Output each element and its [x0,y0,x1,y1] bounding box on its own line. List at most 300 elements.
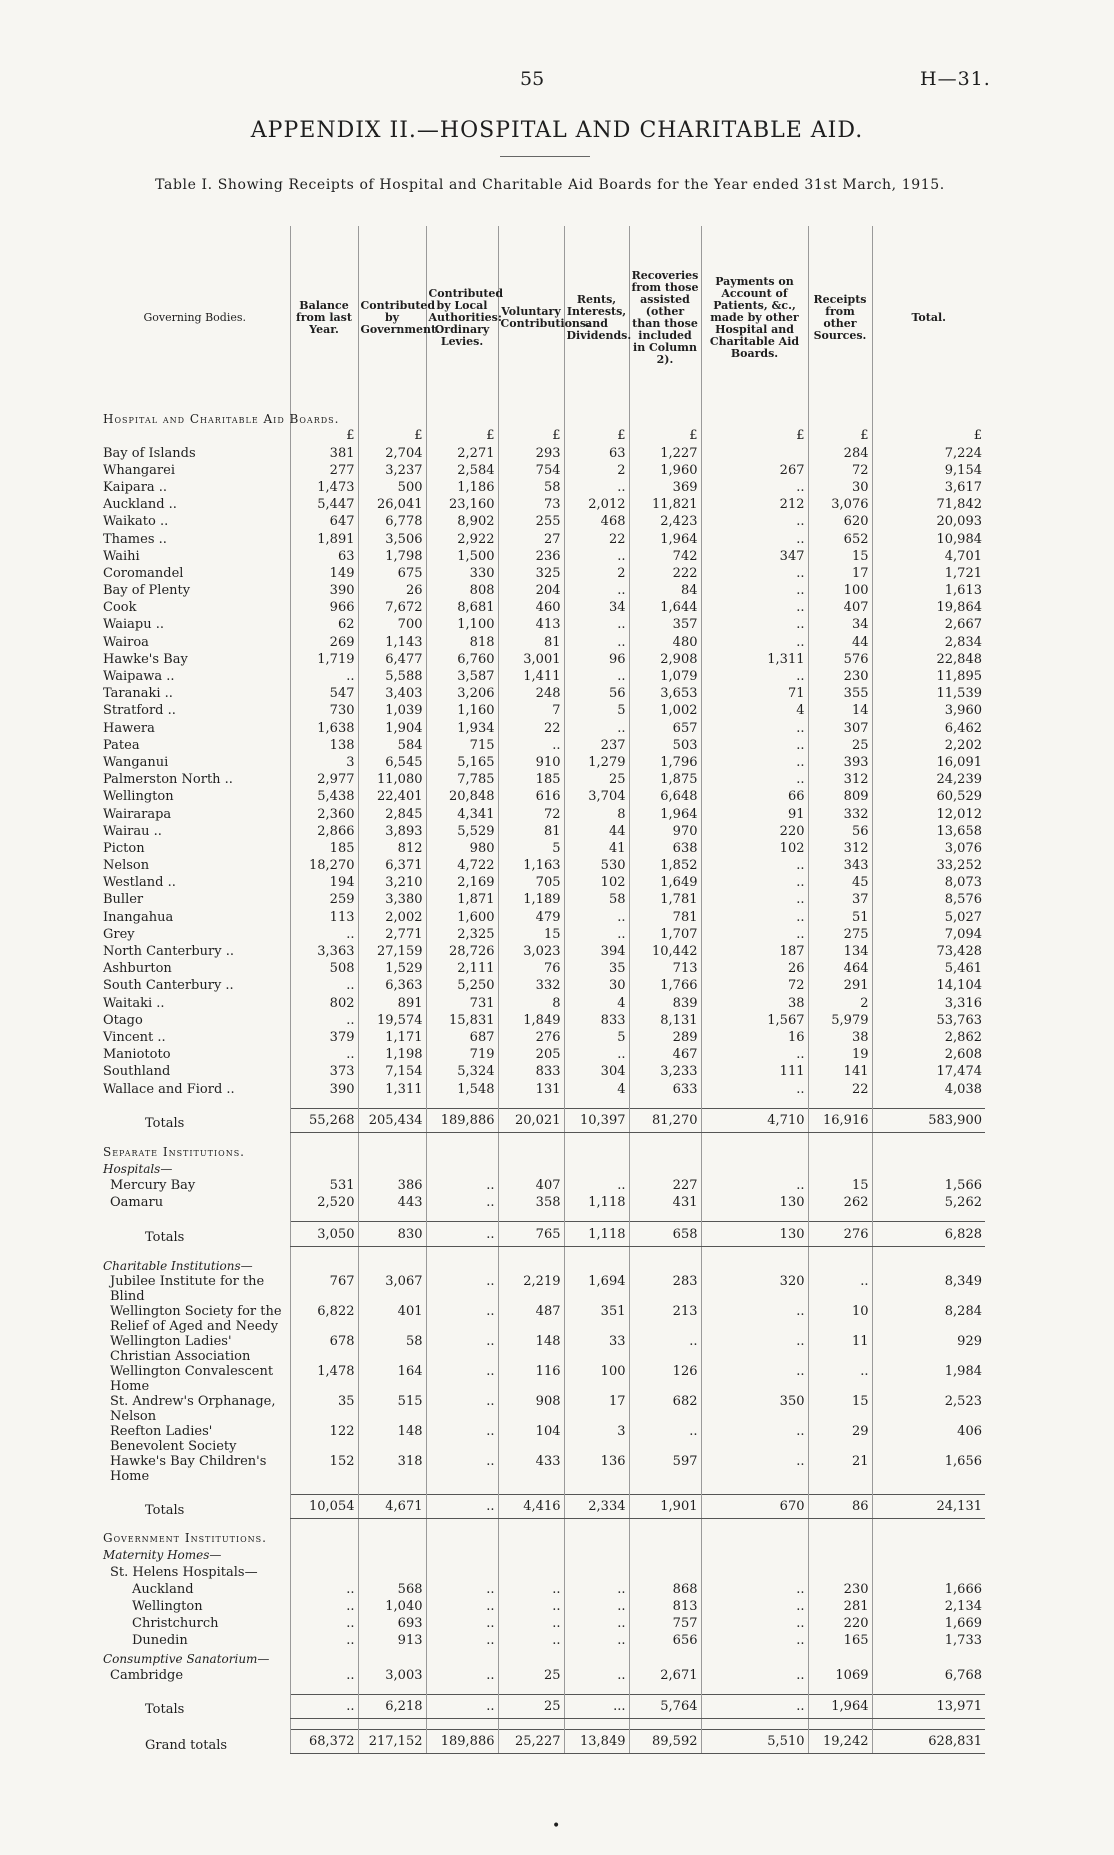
row-label [100,1132,290,1143]
cell-value [629,1160,701,1177]
cell-value: 2,922 [426,530,498,547]
row-label: Vincent .. [103,1029,166,1045]
cell-value [629,1563,701,1580]
table-row [100,1274,985,1304]
cell-value: .. [426,1364,498,1394]
cell-value: 10 [808,1304,872,1334]
row-label [100,1718,290,1729]
cell-value [872,1546,985,1563]
cell-value: 657 [629,719,701,736]
cell-value: 407 [498,1177,564,1194]
cell-value [290,1132,358,1143]
cell-value: .. [701,891,808,908]
cell-value [358,1546,426,1563]
cell-value [808,1519,872,1530]
cell-value: 808 [426,582,498,599]
cell-value: .. [564,719,629,736]
cell-value: 212 [701,496,808,513]
section-heading-row [100,410,985,427]
row-label: Westland .. [103,875,176,891]
cell-value: .. [564,582,629,599]
row-label: Wellington Ladies' Christian Association [110,1333,251,1364]
cell-value: 369 [629,479,701,496]
cell-value [701,1143,808,1160]
table-row [100,857,985,874]
cell-value [701,1546,808,1563]
cell-value: 34 [808,616,872,633]
row-label: Hospital and Charitable Aid Boards. [103,412,340,427]
cell-value [808,1246,872,1257]
cell-value: 2,834 [872,633,985,650]
row-label: St. Andrew's Orphanage, Nelson [110,1393,276,1424]
cell-value: 5,461 [872,960,985,977]
cell-value: 6,462 [872,719,985,736]
cell-value: 2 [808,994,872,1011]
cell-value: .. [426,1194,498,1211]
cell-value [358,1098,426,1109]
cell-value: 23,160 [426,496,498,513]
table-row [100,737,985,754]
cell-value: 293 [498,444,564,461]
cell-value: 15,831 [426,1012,498,1029]
cell-value: 3,380 [358,891,426,908]
cell-value: 15 [498,926,564,943]
cell-value: 3,076 [808,496,872,513]
cell-value: 7,785 [426,771,498,788]
cell-value: 66 [701,788,808,805]
row-label: Grey [103,926,135,942]
cell-value: 20,093 [872,513,985,530]
cell-value: 620 [808,513,872,530]
cell-value: ... [564,1694,629,1718]
cell-value: 15 [808,1177,872,1194]
cell-value: 18,270 [290,857,358,874]
cell-value: 929 [872,1334,985,1364]
cell-value: 6,828 [872,1222,985,1246]
cell-value: 141 [808,1063,872,1080]
cell-value: 584 [358,737,426,754]
row-label: Thames .. [103,531,167,547]
cell-value: 1,613 [872,582,985,599]
cell-value: 1,143 [358,633,426,650]
cell-value: 81 [498,823,564,840]
cell-value [290,1519,358,1530]
cell-value [426,1132,498,1143]
column-header: Balance from last Year. [290,226,358,410]
cell-value: .. [426,1222,498,1246]
cell-value: 818 [426,633,498,650]
cell-value [808,1546,872,1563]
cell-value: 5,764 [629,1694,701,1718]
cell-value: 1,002 [629,702,701,719]
table-row [100,462,985,479]
cell-value: 277 [290,462,358,479]
cell-value: 8,284 [872,1304,985,1334]
cell-value: 5,447 [290,496,358,513]
cell-value [426,1519,498,1530]
row-label: Totals [145,1502,185,1518]
row-label: Wairoa [103,634,149,650]
cell-value: 1069 [808,1667,872,1684]
cell-value: 1,198 [358,1046,426,1063]
cell-value: 1,638 [290,719,358,736]
cell-value [564,1246,629,1257]
table-row [100,1667,985,1684]
cell-value: 355 [808,685,872,702]
cell-value: 1,189 [498,891,564,908]
cell-value: 833 [498,1063,564,1080]
cell-value: 312 [808,840,872,857]
table-row [100,994,985,1011]
column-header: Total. [872,226,985,410]
cell-value: .. [701,1046,808,1063]
cell-value: 38 [701,994,808,1011]
table-row [100,1334,985,1364]
cell-value: 379 [290,1029,358,1046]
cell-value [358,1563,426,1580]
cell-value: 1,171 [358,1029,426,1046]
cell-value: 17 [564,1394,629,1424]
row-label: Consumptive Sanatorium— [103,1651,270,1666]
appendix-title: APPENDIX II.—HOSPITAL AND CHARITABLE AID. [250,118,864,143]
cell-value: 58 [498,479,564,496]
cell-value: .. [426,1304,498,1334]
cell-value: 72 [498,805,564,822]
cell-value: 4,416 [498,1494,564,1518]
cell-value [701,1246,808,1257]
row-label: Totals [145,1230,185,1246]
cell-value [808,1211,872,1222]
cell-value: 839 [629,994,701,1011]
cell-value: 3,050 [290,1222,358,1246]
cell-value: 100 [564,1364,629,1394]
row-label: Reefton Ladies' Benevolent Society [110,1423,237,1454]
cell-value: 96 [564,651,629,668]
cell-value: 2 [564,565,629,582]
cell-value [872,1257,985,1274]
cell-value: 730 [290,702,358,719]
cell-value [629,1211,701,1222]
page-mark: • [552,1818,561,1834]
cell-value: 597 [629,1454,701,1484]
cell-value: 1,163 [498,857,564,874]
subsection-heading-row [100,1160,985,1177]
cell-value: 719 [426,1046,498,1063]
row-label: Waikato .. [103,514,169,530]
cell-value [808,1160,872,1177]
cell-value: 312 [808,771,872,788]
cell-value: .. [701,1364,808,1394]
row-label: Maniototo [103,1047,171,1063]
cell-value [290,1160,358,1177]
cell-value [629,1529,701,1546]
cell-value: 464 [808,960,872,977]
cell-value: 22,401 [358,788,426,805]
table-row [100,943,985,960]
row-label: Buller [103,892,144,908]
cell-value: 284 [808,444,872,461]
totals-row [100,1108,985,1132]
cell-value: 5,027 [872,908,985,925]
cell-value: 148 [498,1334,564,1364]
cell-value [358,1519,426,1530]
cell-value: £ [358,427,426,444]
cell-value: 44 [564,823,629,840]
cell-value: 508 [290,960,358,977]
row-label: Waiapu .. [103,617,164,633]
cell-value: 138 [290,737,358,754]
cell-value: 13,658 [872,823,985,840]
cell-value: .. [701,1424,808,1454]
cell-value [564,1211,629,1222]
cell-value: 682 [629,1394,701,1424]
row-label: Wellington [132,1598,203,1614]
spacer-row [100,1684,985,1695]
cell-value: 2,169 [426,874,498,891]
row-label: Hawke's Bay Children's Home [110,1453,267,1484]
row-label: Otago [103,1012,143,1028]
cell-value: 262 [808,1194,872,1211]
cell-value: .. [701,616,808,633]
cell-value [872,1160,985,1177]
cell-value: 8,131 [629,1012,701,1029]
subsection-heading-row [100,1257,985,1274]
cell-value: 164 [358,1364,426,1394]
cell-value [564,1484,629,1495]
cell-value: 5 [564,702,629,719]
cell-value [701,1718,808,1729]
cell-value: 19 [808,1046,872,1063]
cell-value: 84 [629,582,701,599]
cell-value [290,1684,358,1695]
cell-value [358,1257,426,1274]
cell-value: 4 [701,702,808,719]
cell-value: .. [290,1046,358,1063]
cell-value: 220 [808,1615,872,1632]
column-header: Rents, Interests, and Dividends. [564,226,629,410]
cell-value: 8,902 [426,513,498,530]
cell-value [498,1143,564,1160]
column-header: Payments on Account of Patients, &c., made by other Hospital and Charitable Aid Boards. [701,226,808,410]
cell-value: 222 [629,565,701,582]
cell-value: 56 [808,823,872,840]
cell-value: 227 [629,1177,701,1194]
cell-value: 68,372 [290,1729,358,1753]
table-row [100,1454,985,1484]
cell-value: 22 [564,530,629,547]
cell-value: .. [701,1694,808,1718]
row-label: Patea [103,737,140,753]
cell-value: .. [701,737,808,754]
cell-value: 530 [564,857,629,874]
cell-value: 72 [701,977,808,994]
cell-value: 351 [564,1304,629,1334]
cell-value: 406 [872,1424,985,1454]
cell-value [498,1132,564,1143]
cell-value [872,1519,985,1530]
cell-value: 102 [701,840,808,857]
cell-value: 304 [564,1063,629,1080]
cell-value: .. [701,668,808,685]
cell-value: .. [564,479,629,496]
cell-value [629,1684,701,1695]
cell-value: 4 [564,1080,629,1097]
cell-value: 3,893 [358,823,426,840]
cell-value: 25,227 [498,1729,564,1753]
cell-value: 731 [426,994,498,1011]
cell-value: .. [498,737,564,754]
cell-value: .. [426,1494,498,1518]
cell-value: 1,100 [426,616,498,633]
row-label: Wellington Society for the Relief of Aged and Needy [110,1303,282,1334]
cell-value: 802 [290,994,358,1011]
cell-value: 30 [564,977,629,994]
cell-value: 393 [808,754,872,771]
cell-value: 390 [290,1080,358,1097]
subsection-heading-row [100,1563,985,1580]
cell-value: .. [564,1046,629,1063]
cell-value: 189,886 [426,1729,498,1753]
cell-value: .. [701,1454,808,1484]
cell-value [701,1529,808,1546]
cell-value: 20,848 [426,788,498,805]
cell-value: 307 [808,719,872,736]
cell-value: .. [564,1581,629,1598]
grand-totals-row [100,1729,985,1753]
row-label [100,1211,290,1222]
table-row [100,582,985,599]
cell-value [426,1098,498,1109]
cell-value: 373 [290,1063,358,1080]
cell-value [629,1519,701,1530]
cell-value: .. [701,771,808,788]
cell-value [808,1684,872,1695]
cell-value: 6,778 [358,513,426,530]
cell-value: 1,694 [564,1274,629,1304]
cell-value: 633 [629,1080,701,1097]
table-row [100,651,985,668]
cell-value: 868 [629,1581,701,1598]
cell-value: 53,763 [872,1012,985,1029]
cell-value [426,1684,498,1695]
cell-value [498,1649,564,1666]
cell-value: 34 [564,599,629,616]
row-label: Hawke's Bay [103,651,188,667]
table-row [100,1046,985,1063]
cell-value: 148 [358,1424,426,1454]
totals-row [100,1494,985,1518]
cell-value: 1,118 [564,1194,629,1211]
row-label: Nelson [103,858,150,874]
table-row [100,548,985,565]
cell-value: 1,644 [629,599,701,616]
row-label: Totals [145,1702,185,1718]
cell-value: 29 [808,1424,872,1454]
cell-value: 27 [498,530,564,547]
cell-value [808,1529,872,1546]
currency-row [100,427,985,444]
row-label: Stratford .. [103,703,176,719]
cell-value: 1,529 [358,960,426,977]
cell-value: 715 [426,737,498,754]
row-label: Coromandel [103,565,184,581]
cell-value: 325 [498,565,564,582]
cell-value: 503 [629,737,701,754]
title-rule [500,156,590,157]
cell-value: 4,038 [872,1080,985,1097]
cell-value: 16,091 [872,754,985,771]
cell-value: 275 [808,926,872,943]
cell-value: 17 [808,565,872,582]
table-row [100,479,985,496]
cell-value [426,1246,498,1257]
cell-value [701,410,808,427]
cell-value [358,1718,426,1729]
row-label: Whangarei [103,462,175,478]
cell-value: 100 [808,582,872,599]
cell-value [290,1529,358,1546]
table-row [100,977,985,994]
table-row [100,702,985,719]
cell-value: 130 [701,1194,808,1211]
cell-value [290,1546,358,1563]
cell-value: 913 [358,1632,426,1649]
cell-value: .. [426,1694,498,1718]
cell-value: 460 [498,599,564,616]
cell-value: 6,768 [872,1667,985,1684]
cell-value: .. [564,633,629,650]
cell-value: 73 [498,496,564,513]
section-heading-row [100,1529,985,1546]
page-number: 55 [520,68,545,90]
cell-value: 468 [564,513,629,530]
cell-value: 781 [629,908,701,925]
cell-value: 809 [808,788,872,805]
row-label: Inangahua [103,909,174,925]
table-row [100,685,985,702]
cell-value: 6,648 [629,788,701,805]
table-row [100,633,985,650]
cell-value: .. [701,1080,808,1097]
cell-value: 71,842 [872,496,985,513]
cell-value: 1,656 [872,1454,985,1484]
cell-value: 22 [498,719,564,736]
cell-value: .. [701,926,808,943]
totals-row [100,1222,985,1246]
cell-value: .. [426,1424,498,1454]
cell-value: 2,012 [564,496,629,513]
cell-value: 547 [290,685,358,702]
cell-value [426,1211,498,1222]
cell-value: 2,111 [426,960,498,977]
cell-value: 24,131 [872,1494,985,1518]
cell-value [872,1649,985,1666]
cell-value: 693 [358,1615,426,1632]
row-label: Government Institutions. [103,1531,267,1546]
cell-value: .. [808,1364,872,1394]
cell-value: 966 [290,599,358,616]
cell-value: .. [701,565,808,582]
row-label: Kaipara .. [103,479,168,495]
cell-value [498,1529,564,1546]
cell-value: 1,733 [872,1632,985,1649]
cell-value: 89,592 [629,1729,701,1753]
cell-value: 583,900 [872,1108,985,1132]
cell-value: 6,477 [358,651,426,668]
cell-value: 443 [358,1194,426,1211]
row-label: Waipawa .. [103,669,175,684]
cell-value: 165 [808,1632,872,1649]
